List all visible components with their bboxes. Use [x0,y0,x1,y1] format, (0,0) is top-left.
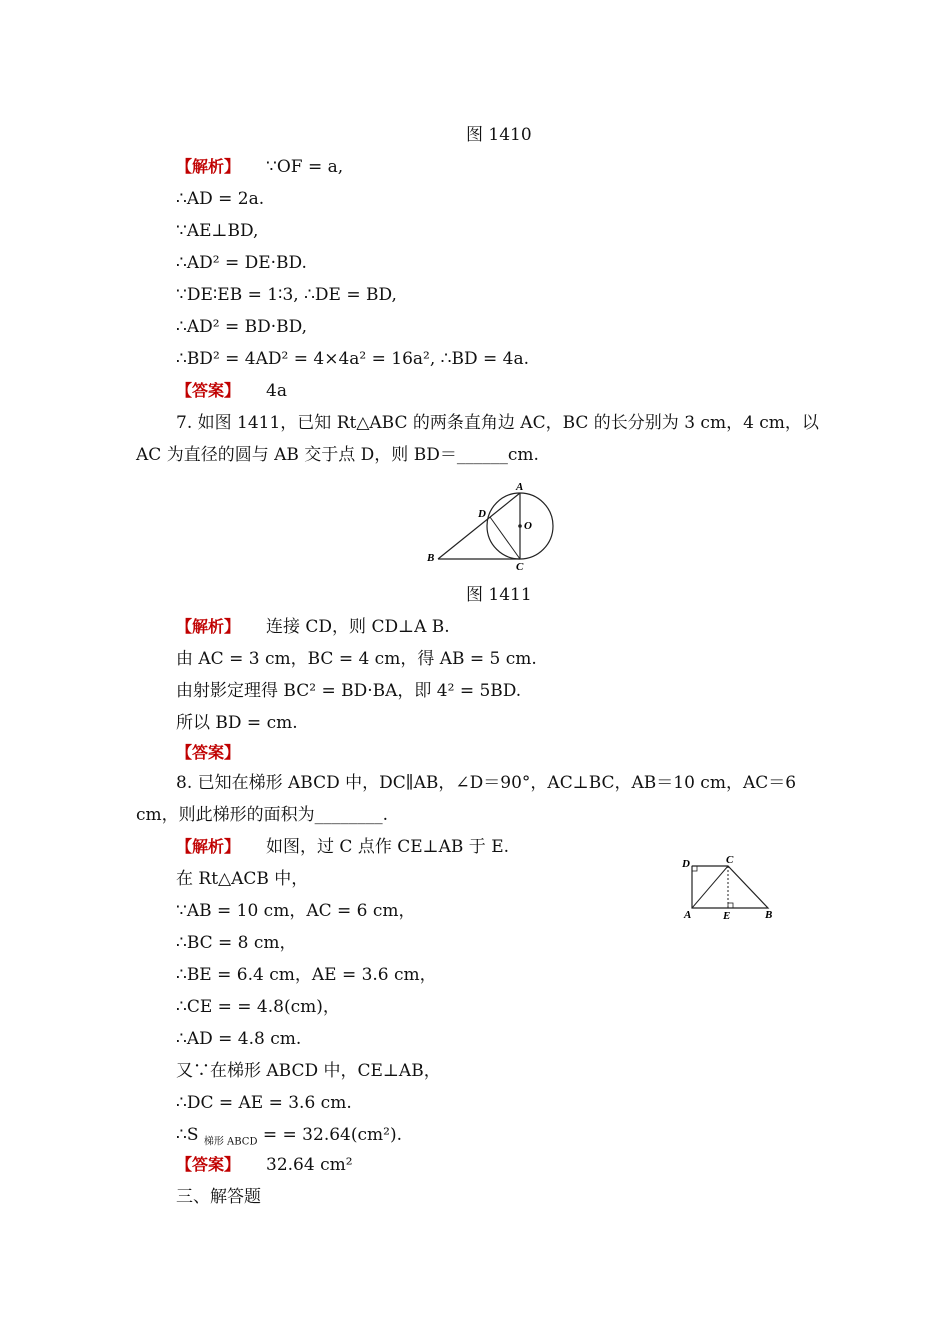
analysis-tag: 【解析】 [176,617,241,636]
solution-line: 在 Rt△ACB 中， [176,869,309,889]
label-b: B [765,909,773,921]
label-o: O [524,520,532,532]
solution-text: ∴S [176,1125,204,1145]
solution-text: 连接 CD，则 CD⊥A B. [266,617,450,637]
solution-text: = = 32.64(cm²). [257,1125,402,1145]
answer-line [176,380,287,402]
trapezoid-outline [692,866,768,908]
answer-line [176,742,240,764]
question-7-line-2: AC 为直径的圆与 AB 交于点 D，则 BD＝______cm. [136,445,539,465]
solution-line: ∴CE = = 4.8(cm)， [176,997,340,1017]
solution-line: ∵DE∶EB = 1∶3, ∴DE = BD, [176,285,397,305]
analysis-tag: 【解析】 [176,837,241,856]
solution-line: ∴BC = 8 cm， [176,933,297,953]
solution-line: ∴AD = 2a. [176,189,265,209]
trapezoid-diagram [680,852,780,924]
solution-line [176,836,509,858]
answer-tag: 【答案】 [176,743,241,762]
analysis-tag: 【解析】 [176,157,241,176]
solution-line: ∴AD = 4.8 cm. [176,1029,302,1049]
solution-line: 由射影定理得 BC² = BD·BA，即 4² = 5BD. [176,681,522,701]
question-8-line-1: 8. 已知在梯形 ABCD 中，DC∥AB，∠D＝90°，AC⊥BC，AB＝10 cm，AC＝6 [176,773,797,793]
answer-tag: 【答案】 [176,1155,241,1174]
figure-caption-1410: 图 1410 [466,125,532,145]
label-d: D [682,858,690,870]
solution-line: 所以 BD = cm. [176,713,298,733]
solution-line: 又∵在梯形 ABCD 中，CE⊥AB， [176,1061,441,1081]
label-a: A [516,481,524,493]
segment-ac [692,866,728,908]
solution-line: ∴AD² = DE·BD. [176,253,307,273]
label-e: E [723,910,731,922]
solution-line: ∴BE = 6.4 cm，AE = 3.6 cm， [176,965,437,985]
question-8-line-2: cm，则此梯形的面积为________. [136,805,389,825]
figure-1411-diagram [424,478,564,572]
area-subscript: 梯形 ABCD [203,1136,258,1148]
solution-line: ∴BD² = 4AD² = 4×4a² = 16a², ∴BD = 4a. [176,349,530,369]
solution-line: ∵AE⊥BD, [176,221,259,241]
segment-ab [438,493,520,559]
answer-line [176,1154,353,1176]
figure-caption-1411: 图 1411 [466,585,532,605]
right-angle-mark-d [692,866,697,871]
center-point-o [518,524,522,528]
label-d: D [478,508,486,520]
question-7-line-1: 7. 如图 1411，已知 Rt△ABC 的两条直角边 AC，BC 的长分别为 3 cm，4 cm，以 [176,413,819,433]
label-c: C [726,854,734,866]
label-b: B [427,552,435,564]
solution-line [176,1124,402,1146]
answer-text: 4a [266,381,287,401]
right-angle-mark-e [728,903,733,908]
solution-line: 由 AC = 3 cm，BC = 4 cm，得 AB = 5 cm. [176,649,537,669]
solution-line: ∵AB = 10 cm，AC = 6 cm， [176,901,416,921]
section-heading: 三、解答题 [176,1187,261,1207]
solution-line: ∴DC = AE = 3.6 cm. [176,1093,352,1113]
solution-text: ∵OF = a, [266,157,344,177]
label-c: C [516,561,524,572]
solution-line: ∴AD² = BD·BD, [176,317,308,337]
label-a: A [684,909,692,921]
solution-line [176,156,343,178]
segment-cd [490,517,520,559]
solution-text: 如图，过 C 点作 CE⊥AB 于 E. [266,837,510,857]
solution-line [176,616,450,638]
answer-tag: 【答案】 [176,381,241,400]
answer-text: 32.64 cm² [266,1155,353,1175]
